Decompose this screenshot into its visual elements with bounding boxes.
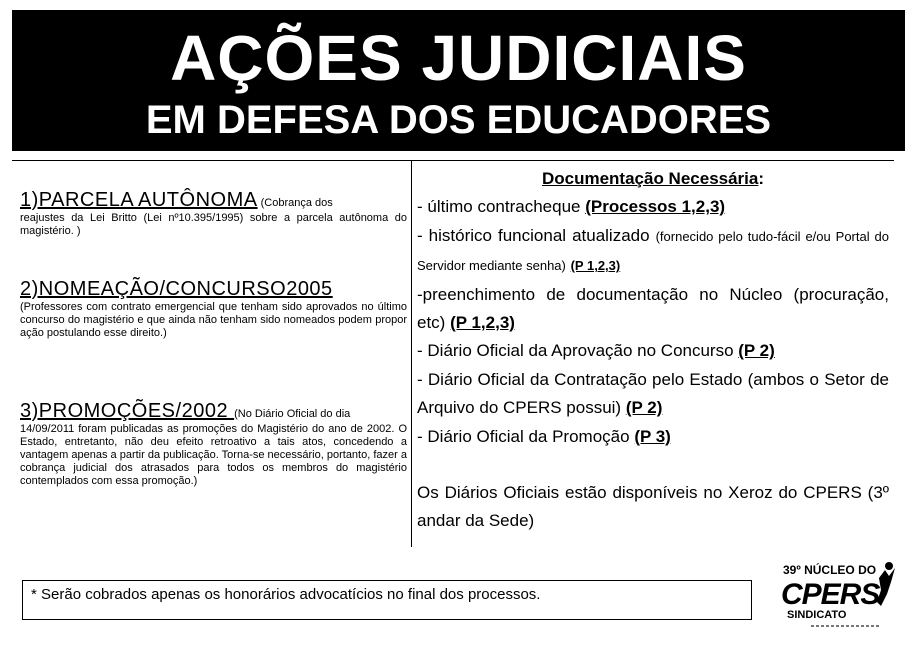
vertical-divider <box>411 161 412 547</box>
spacer <box>417 451 889 479</box>
item-note-inline: (No Diário Oficial do dia <box>234 408 351 420</box>
doc-item: - Diário Oficial da Promoção (P 3) <box>417 426 671 446</box>
doc-item: -preenchimento de documentação no Núcleo (procuração, etc) (P 1,2,3) <box>417 284 889 333</box>
item-promocoes-2002 <box>20 400 407 488</box>
logo-figure-icon <box>877 568 895 606</box>
logo-brand: CPERS <box>781 578 880 611</box>
item-nomeacao-concurso <box>20 278 407 340</box>
item-title: 1)PARCELA AUTÔNOMA <box>20 189 258 211</box>
item-note: (Professores com contrato emergencial que tenham sido aprovados no último concurso do magistério e que ainda não tenham sido nomeados podem propor ação postulando esse direito.) <box>20 301 407 339</box>
doc-item: - histórico funcional atualizado (fornecido pelo tudo-fácil e/ou Portal do Servidor mediante senha) (P 1,2,3) <box>417 225 889 274</box>
documents-heading: Documentação Necessária: <box>541 169 765 188</box>
doc-item: - último contracheque (Processos 1,2,3) <box>417 197 726 217</box>
doc-item: - Diário Oficial da Aprovação no Concurso (P 2) <box>417 341 775 361</box>
item-note-inline: (Cobrança dos <box>257 197 333 209</box>
page-subtitle: EM DEFESA DOS EDUCADORES <box>145 98 772 142</box>
header-banner <box>12 10 905 151</box>
horizontal-divider <box>12 160 894 161</box>
logo-head-icon <box>885 562 893 570</box>
footnote-box: * Serão cobrados apenas os honorários advocatícios no final dos processos. <box>22 580 752 620</box>
closing-note: Os Diários Oficiais estão disponíveis no Xeroz do CPERS (3º andar da Sede) <box>417 483 889 531</box>
logo-bottom-text: SINDICATO <box>787 609 847 621</box>
required-documents <box>417 165 889 536</box>
doc-item: - Diário Oficial da Contratação pelo Estado (ambos o Setor de Arquivo do CPERS possui) (P 2) <box>417 369 889 418</box>
item-title: 2)NOMEAÇÃO/CONCURSO2005 <box>20 278 333 300</box>
item-note: 14/09/2011 foram publicadas as promoções do Magistério do ano de 2002. O Estado, entretanto, não deu efeito retroativo a tais atos, concedendo a vantagem apenas a partir da publicação. Torna-se necessário, portanto, fazer a cobrança judicial dos atrasados para todos os membros do magistério contemplados com essa promoção.) <box>20 423 407 487</box>
item-note: reajustes da Lei Britto (Lei nº10.395/1995) sobre a parcela autônoma do magistério. ) <box>20 212 407 237</box>
page-title: AÇÕES JUDICIAIS <box>170 22 747 94</box>
logo-top-text: 39º NÚCLEO DO <box>783 563 877 577</box>
item-parcela-autonoma <box>20 189 407 238</box>
item-title: 3)PROMOÇÕES/2002 <box>20 400 235 422</box>
cpers-logo <box>781 560 901 636</box>
